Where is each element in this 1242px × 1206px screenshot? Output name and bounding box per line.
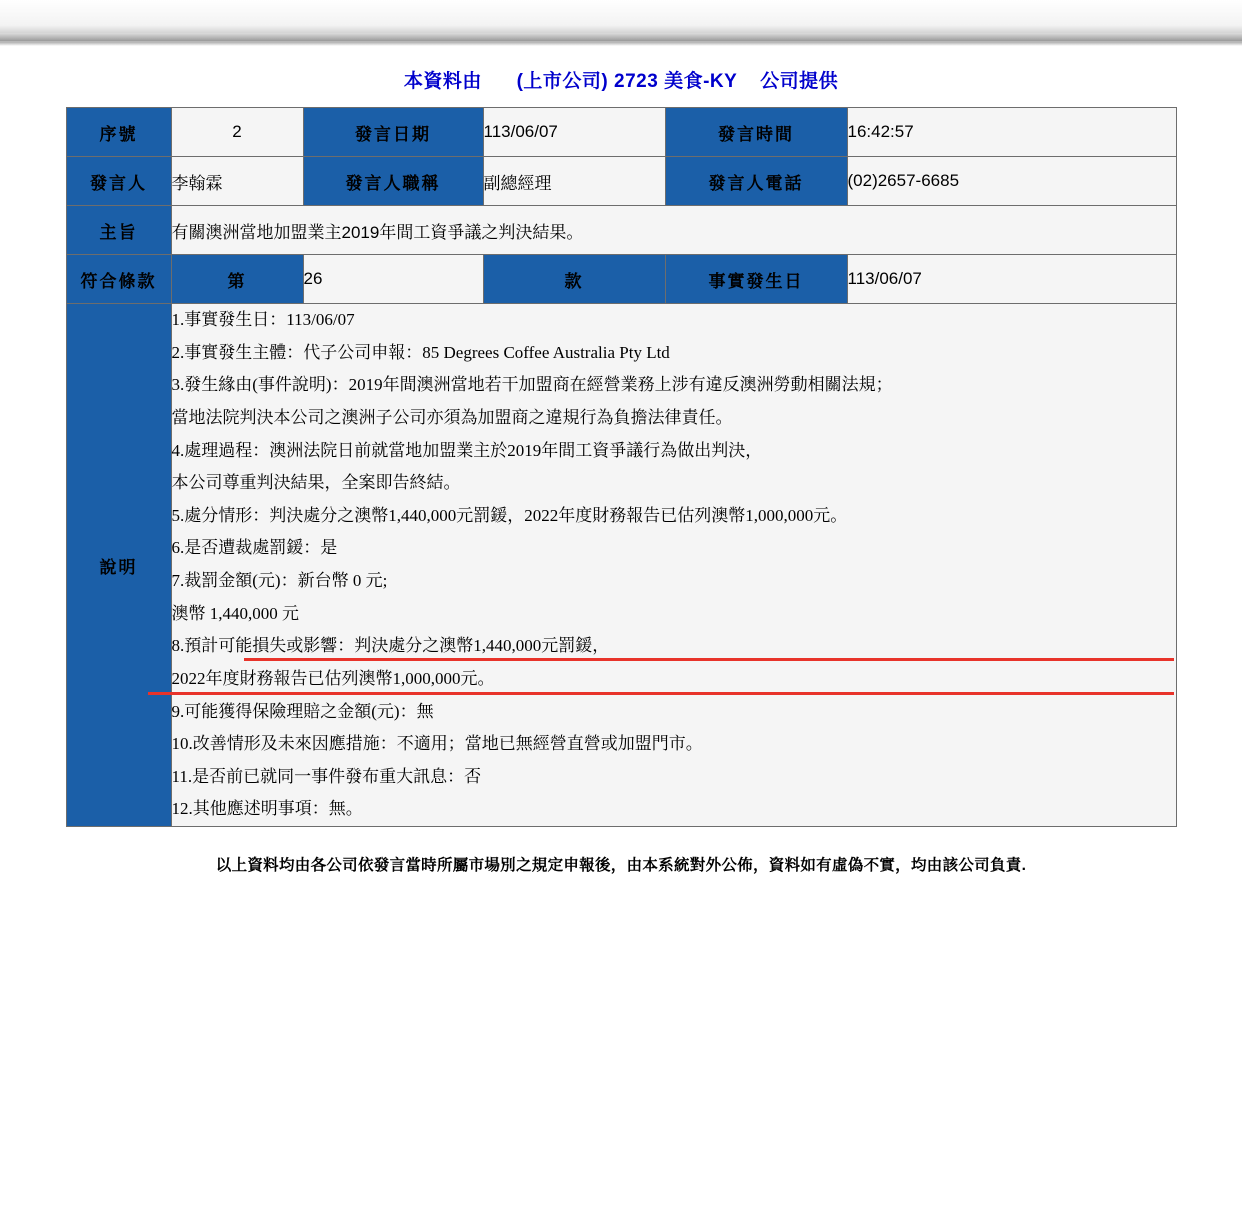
value-announce-time: 16:42:57 (847, 108, 1176, 157)
value-spokesperson-title: 副總經理 (483, 157, 665, 206)
table-row (66, 255, 1176, 304)
desc-line: 5.處分情形：判決處分之澳幣1,440,000元罰鍰，2022年度財務報告已估列澳幣1,000,000元。 (171, 505, 848, 525)
value-spokesperson: 李翰霖 (171, 157, 303, 206)
desc-line: 4.處理過程：澳洲法院日前就當地加盟業主於2019年間工資爭議行為做出判決， (171, 440, 763, 460)
label-spokesperson: 發言人 (66, 157, 171, 206)
label-sequence: 序號 (66, 108, 171, 157)
desc-line: 當地法院判決本公司之澳洲子公司亦須為加盟商之違規行為負擔法律責任。 (171, 407, 733, 427)
desc-line: 10.改善情形及未來因應措施：不適用；當地已無經營直營或加盟門市。 (171, 734, 703, 754)
value-spokesperson-phone: (02)2657-6685 (847, 157, 1176, 206)
label-announce-date: 發言日期 (303, 108, 483, 157)
desc-line: 澳幣 1,440,000 元 (171, 603, 299, 623)
label-clause: 符合條款 (66, 255, 171, 304)
title-suffix: 公司提供 (760, 71, 839, 92)
desc-line: 1.事實發生日：113/06/07 (171, 310, 355, 329)
label-clause-no: 第 (171, 255, 303, 304)
document-page (0, 46, 1242, 875)
label-spokesperson-title: 發言人職稱 (303, 157, 483, 206)
window-top-bar (0, 0, 1242, 46)
table-row (66, 304, 1176, 827)
desc-line-highlighted: 2022年度財務報告已估列澳幣1,000,000元。 (172, 663, 1176, 696)
desc-line: 7.裁罰金額(元)：新台幣 0 元; (171, 571, 388, 590)
desc-line: 9.可能獲得保險理賠之金額(元)：無 (171, 701, 434, 721)
label-spokesperson-phone: 發言人電話 (665, 157, 847, 206)
label-subject: 主旨 (66, 206, 171, 255)
desc-line: 本公司尊重判決結果，全案即告終結。 (171, 473, 461, 493)
desc-line: 3.發生緣由(事件說明)：2019年間澳洲當地若干加盟商在經營業務上涉有違反澳洲勞動相關法規； (171, 375, 893, 395)
table-row (66, 206, 1176, 255)
desc-line: 11.是否前已就同一事件發布重大訊息：否 (171, 766, 482, 786)
title-company: (上市公司) 2723 美食-KY (516, 71, 737, 92)
title-prefix: 本資料由 (403, 71, 482, 92)
announcement-table (66, 107, 1177, 827)
label-fact-date: 事實發生日 (665, 255, 847, 304)
label-announce-time: 發言時間 (665, 108, 847, 157)
top-bar-gradient-strip (0, 33, 1242, 41)
desc-line: 6.是否遭裁處罰鍰：是 (171, 538, 338, 558)
value-description (171, 304, 1176, 827)
table-row (66, 157, 1176, 206)
value-subject: 有關澳洲當地加盟業主2019年間工資爭議之判決結果。 (171, 206, 1176, 255)
value-clause-no: 26 (303, 255, 483, 304)
table-row (66, 108, 1176, 157)
label-clause-kuan: 款 (483, 255, 665, 304)
desc-line: 2.事實發生主體：代子公司申報：85 Degrees Coffee Australia Pty Ltd (171, 342, 670, 362)
value-announce-date: 113/06/07 (483, 108, 665, 157)
page-title (0, 46, 1242, 107)
footer-disclaimer: 以上資料均由各公司依發言當時所屬市場別之規定申報後，由本系統對外公佈，資料如有虛偽不實，均由該公司負責. (215, 857, 1027, 874)
value-sequence: 2 (171, 108, 303, 157)
label-description: 說明 (66, 304, 171, 827)
desc-line: 12.其他應述明事項：無。 (171, 799, 363, 819)
value-fact-date: 113/06/07 (847, 255, 1176, 304)
desc-line-highlighted: 8.預計可能損失或影響：判決處分之澳幣1,440,000元罰鍰， (172, 630, 1176, 663)
